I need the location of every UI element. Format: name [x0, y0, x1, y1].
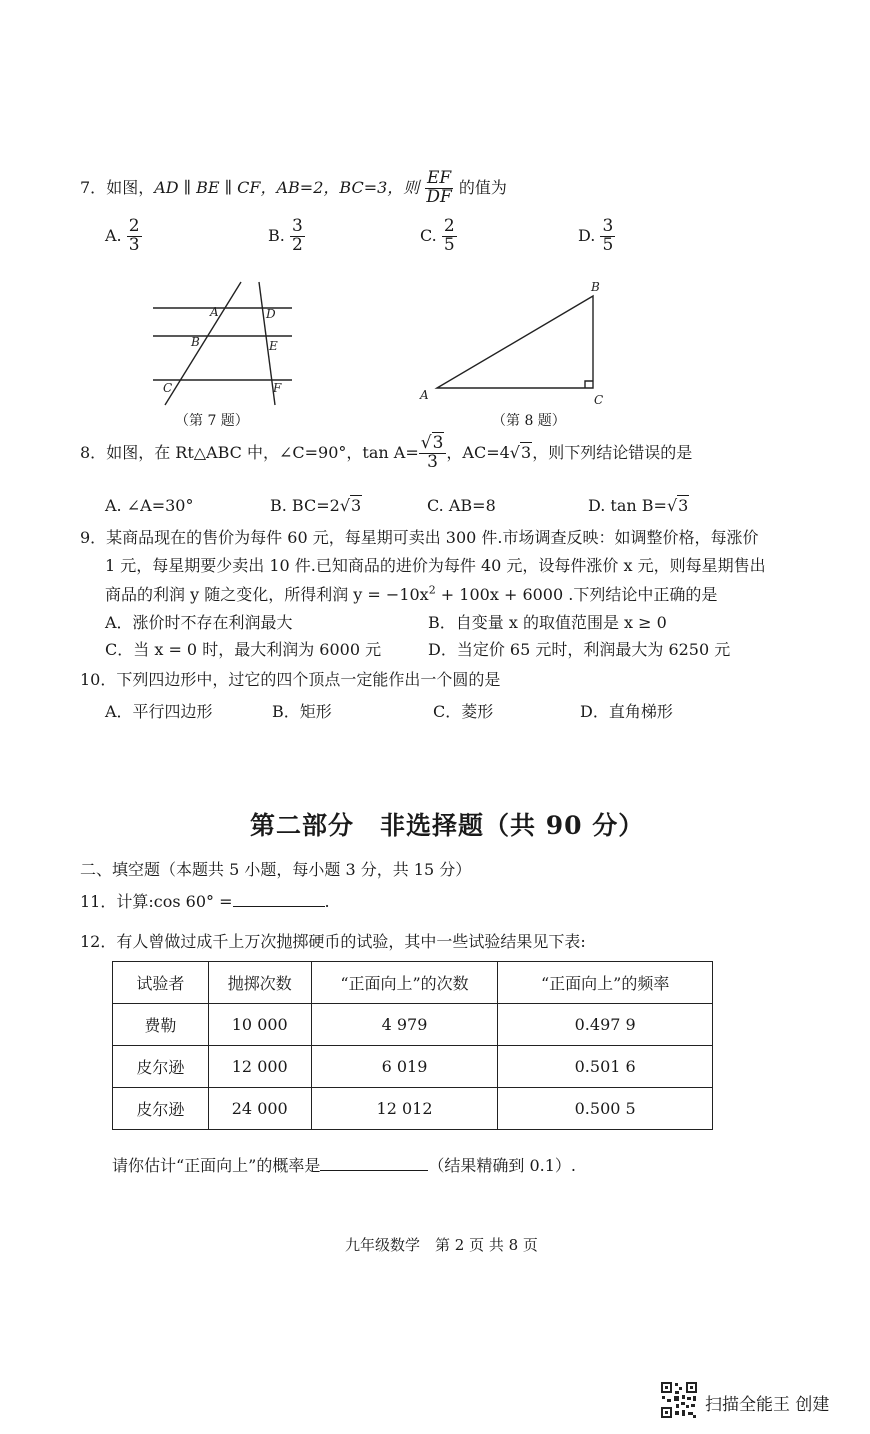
- triangle-abc: [437, 296, 593, 388]
- table-header: 试验者: [113, 962, 209, 1004]
- q10-option-a: A．平行四边形: [105, 702, 213, 721]
- q9-option-c: C．当 x = 0 时，最大利润为 6000 元: [105, 640, 382, 659]
- table-cell: 0.500 5: [498, 1088, 713, 1130]
- q7-option-a: A. $\frac{2}{3}$: [105, 216, 140, 255]
- q7-frac-num: EF: [426, 168, 452, 188]
- q10-option-b: B．矩形: [272, 702, 332, 721]
- question-8: 8．如图，在 Rt△ABC 中，∠C=90°，tan A= $\frac{√3}{3}$ ，AC=4√3，则下列结论错误的是: [80, 433, 693, 472]
- right-angle-mark: [585, 381, 593, 388]
- q8-frac-num: 3: [432, 433, 444, 453]
- table-cell: 皮尔逊: [113, 1046, 209, 1088]
- table-cell: 10 000: [208, 1004, 311, 1046]
- fig8-caption: （第 8 题）: [492, 413, 566, 429]
- question-10: 10．下列四边形中，过它的四个顶点一定能作出一个圆的是: [80, 670, 501, 689]
- q9-line-1: 9．某商品现在的售价为每件 60 元，每星期可卖出 300 件.市场调查反映：如调整价格，每涨价: [80, 528, 759, 547]
- q7-fraction: [424, 170, 453, 207]
- table-cell: 24 000: [208, 1088, 311, 1130]
- table-cell: 12 012: [311, 1088, 498, 1130]
- label-a: A: [420, 388, 429, 402]
- label-e: E: [269, 339, 278, 353]
- q7-pre: 如图，: [106, 177, 155, 197]
- q7-condition: AD ∥ BE ∥ CF，AB=2，BC=3，则: [154, 177, 420, 197]
- question-12: 12．有人曾做过成千上万次抛掷硬币的试验，其中一些试验结果见下表:: [80, 932, 586, 951]
- table-header: “正面向上”的次数: [311, 962, 498, 1004]
- q7-number: 7．: [80, 177, 107, 197]
- label-a: A: [210, 305, 219, 319]
- figure-7: [145, 280, 305, 430]
- table-cell: 4 979: [311, 1004, 498, 1046]
- q8-option-c: C. AB=8: [427, 496, 496, 515]
- q8-sqrt: 3: [521, 442, 532, 462]
- q8-option-b: B. BC=2√3: [270, 496, 362, 515]
- scanner-watermark: 扫描全能王 创建: [705, 1395, 830, 1415]
- q8-number: 8．: [80, 442, 107, 462]
- table-header-row: [113, 962, 713, 1004]
- q8-post: ，则下列结论错误的是: [532, 442, 693, 462]
- q9-option-d: D．当定价 65 元时，利润最大为 6250 元: [428, 640, 731, 659]
- q8-option-a: A. ∠A=30°: [105, 496, 194, 515]
- table-cell: 0.497 9: [498, 1004, 713, 1046]
- label-f: F: [273, 381, 282, 395]
- q7-option-c: C. $\frac{2}{5}$: [420, 216, 455, 255]
- label-c: C: [163, 381, 173, 395]
- page-footer: 九年级数学 第 2 页 共 8 页: [345, 1236, 538, 1254]
- q7-option-c-fraction: $\frac{2}{5}$: [443, 216, 455, 255]
- table-row: [113, 1088, 713, 1130]
- q7-option-d: D. $\frac{3}{5}$: [578, 216, 614, 255]
- label-b: B: [591, 280, 600, 294]
- q9-option-a: A．涨价时不存在利润最大: [105, 613, 293, 632]
- q7-option-d-fraction: $\frac{3}{5}$: [602, 216, 614, 255]
- q7-option-b: B. $\frac{3}{2}$: [268, 216, 303, 255]
- table-cell: 0.501 6: [498, 1046, 713, 1088]
- section-2-heading: 二、填空题（本题共 5 小题，每小题 3 分，共 15 分）: [80, 860, 472, 879]
- fig7-caption: （第 7 题）: [175, 413, 249, 429]
- table-header: “正面向上”的频率: [498, 962, 713, 1004]
- q9-option-b: B．自变量 x 的取值范围是 x ≥ 0: [428, 613, 667, 632]
- label-d: D: [266, 307, 276, 321]
- q8-frac-den: 3: [427, 451, 438, 472]
- q12-prompt: 请你估计“正面向上”的概率是 （结果精确到 0.1）.: [112, 1156, 576, 1175]
- q8-pre: 如图，在 Rt△ABC 中，∠C=90°，tan A=: [106, 442, 419, 462]
- part-2-title: 第二部分 非选择题（共 90 分）: [250, 811, 645, 840]
- label-c: C: [594, 393, 604, 407]
- q8-mid: ，AC=4: [446, 442, 510, 462]
- q11-answer-blank[interactable]: [233, 892, 325, 907]
- table-cell: 费勒: [113, 1004, 209, 1046]
- q9-line-2: 1 元，每星期要少卖出 10 件.已知商品的进价为每件 40 元，设每件涨价 x 元，则每星期售出: [105, 556, 766, 575]
- figure-8: [410, 275, 610, 410]
- table-cell: 皮尔逊: [113, 1088, 209, 1130]
- transversal-abc: [165, 282, 241, 405]
- qr-code-icon: [660, 1381, 698, 1419]
- label-b: B: [191, 335, 200, 349]
- table-row: [113, 1046, 713, 1088]
- q7-option-b-fraction: $\frac{3}{2}$: [291, 216, 303, 255]
- q7-post: 的值为: [458, 177, 507, 197]
- q8-option-d: D. tan B=√3: [588, 496, 689, 515]
- question-7: [80, 170, 507, 207]
- q9-line-3: 商品的利润 y 随之变化，所得利润 $y = -10x^2 + 100x + 6000$ .下列结论中正确的是: [105, 583, 718, 604]
- q12-answer-blank[interactable]: [320, 1156, 428, 1171]
- q8-fraction: $\frac{√3}{3}$: [419, 435, 447, 472]
- q10-option-d: D．直角梯形: [580, 702, 673, 721]
- table-cell: 12 000: [208, 1046, 311, 1088]
- table-cell: 6 019: [311, 1046, 498, 1088]
- question-11: 11．计算:cos 60° = .: [80, 892, 330, 911]
- q10-option-c: C．菱形: [433, 702, 494, 721]
- results-table: [112, 961, 713, 1130]
- table-row: [113, 1004, 713, 1046]
- table-header: 抛掷次数: [208, 962, 311, 1004]
- q7-option-a-fraction: $\frac{2}{3}$: [128, 216, 140, 255]
- q7-frac-den: DF: [426, 186, 452, 207]
